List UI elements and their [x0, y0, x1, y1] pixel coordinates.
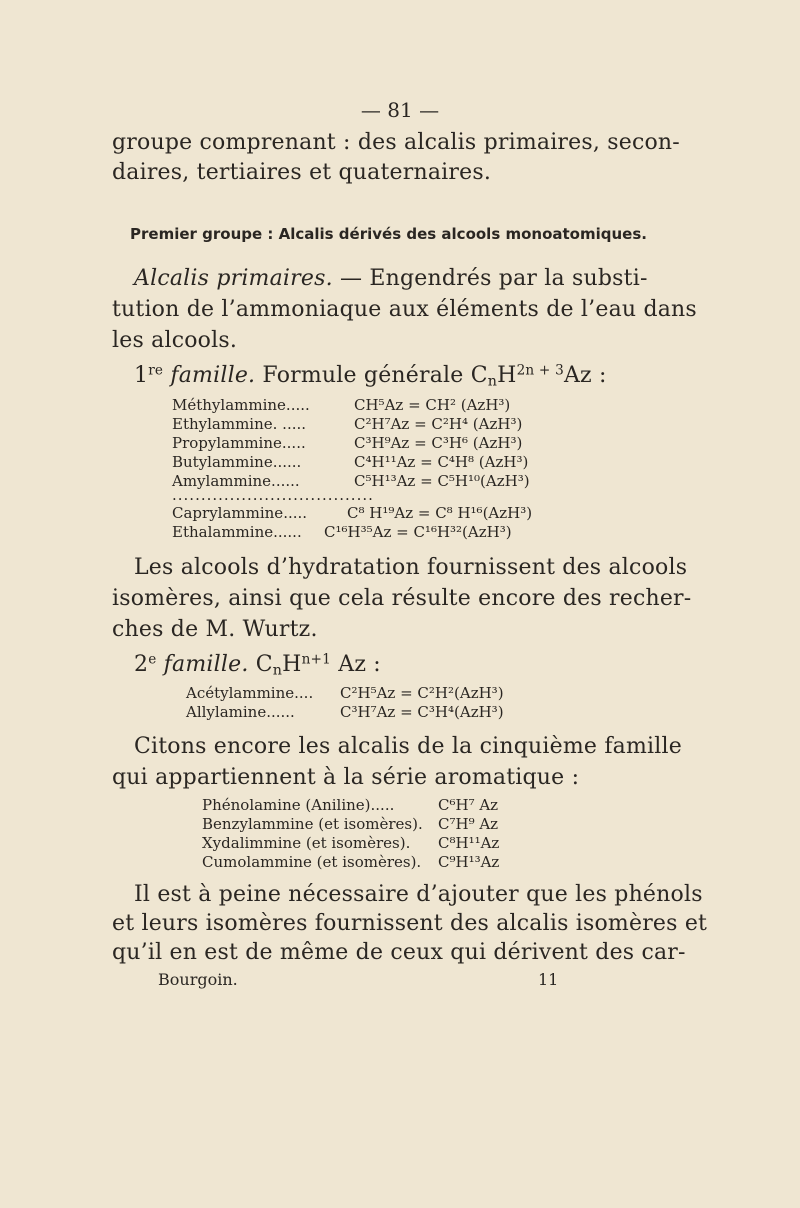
paragraph-3-line-2: qui appartiennent à la série aromatique : [112, 765, 580, 790]
intro-line-1: groupe comprenant : des alcalis primaires, secon- [112, 130, 680, 155]
table-row-name: Propylammine..... [172, 434, 306, 452]
table-row-formula: C³H⁷Az = C³H⁴(AzH³) [340, 703, 504, 721]
table-row-formula: CH⁵Az = CH² (AzH³) [354, 396, 511, 414]
table-row-formula: C⁸H¹¹Az [438, 834, 500, 852]
paragraph-3-line-1: Citons encore les alcalis de la cinquième famille [134, 734, 682, 759]
intro-line-2: daires, tertiaires et quaternaires. [112, 160, 492, 185]
alcalis-line-1 [134, 266, 648, 291]
table-row-name: Phénolamine (Aniline)..... [202, 796, 395, 814]
paragraph-4-line-1: Il est à peine nécessaire d’ajouter que les phénols [134, 882, 703, 907]
alcalis-title: Alcalis primaires. [134, 266, 333, 291]
table-row-name: Amylammine...... [172, 472, 300, 490]
famille-1-number-sup: re [148, 362, 164, 379]
table-row-name: Ethylammine. ..... [172, 415, 307, 433]
alcalis-line-2: tution de l’ammoniaque aux éléments de l’eau dans [112, 297, 697, 322]
table-row-formula: C²H⁵Az = C²H²(AzH³) [340, 684, 504, 702]
paragraph-4-line-2: et leurs isomères fournissent des alcalis isomères et [112, 911, 708, 936]
famille-1-table [172, 396, 572, 490]
famille-2-formula-sup: n+1 [301, 651, 332, 668]
famille-1-formula-sup: 2n + 3 [516, 362, 564, 379]
alcalis-line-3: les alcools. [112, 328, 238, 353]
page-number: — 81 — [360, 98, 440, 122]
signature-mark: Bourgoin. [158, 970, 238, 989]
famille-2-number: 2 [134, 652, 149, 677]
table-row-name: Cumolammine (et isomères). [202, 853, 422, 871]
table-row-name: Acétylammine.... [186, 684, 314, 702]
paragraph-4-line-3: qu’il en est de même de ceux qui dérivent des car- [112, 940, 686, 965]
famille-2-line [134, 652, 381, 677]
famille-1-formula-h: H [497, 363, 517, 388]
alcalis-line-1-rest: — Engendrés par la substi- [332, 266, 648, 291]
famille-1-number: 1 [134, 363, 149, 388]
table-row-name: Caprylammine..... [172, 504, 308, 522]
table-row-formula: C³H⁹Az = C³H⁶ (AzH³) [354, 434, 523, 452]
section-heading: Premier groupe : Alcalis dérivés des alcools monoatomiques. [130, 225, 647, 243]
table-row-formula: C⁹H¹³Az [438, 853, 500, 871]
table-row-formula: C¹⁶H³⁵Az = C¹⁶H³²(AzH³) [324, 523, 512, 541]
famille-1-table-end [172, 504, 572, 544]
table-row-name: Méthylammine..... [172, 396, 310, 414]
table-row-formula: C⁷H⁹ Az [438, 815, 499, 833]
famille-1-formula-end: Az : [563, 363, 607, 388]
table-row-name: Butylammine...... [172, 453, 302, 471]
paragraph-2-line-3: ches de M. Wurtz. [112, 617, 318, 642]
table-row-formula: C⁶H⁷ Az [438, 796, 499, 814]
table-row-name: Ethalammine...... [172, 523, 302, 541]
famille-2-label: famille. [163, 652, 249, 677]
famille-1-formula-text: Formule générale C [255, 363, 488, 388]
sheet-number: 11 [538, 970, 559, 989]
famille-2-formula-sub: n [272, 662, 283, 679]
famille-1-formula-sub: n [487, 373, 498, 390]
famille-1-label: famille. [170, 363, 256, 388]
famille-2-formula-c: C [248, 652, 273, 677]
paragraph-2-line-2: isomères, ainsi que cela résulte encore des recher- [112, 586, 692, 611]
table-row-name: Allylamine...... [186, 703, 295, 721]
table-row-name: Xydalimmine (et isomères). [202, 834, 411, 852]
famille-2-number-sup: e [148, 651, 157, 668]
famille-2-table [186, 684, 586, 724]
table-row-formula: C⁴H¹¹Az = C⁴H⁸ (AzH³) [354, 453, 529, 471]
famille-2-formula-end: Az : [338, 652, 381, 677]
table-row-formula: C⁸ H¹⁹Az = C⁸ H¹⁶(AzH³) [347, 504, 533, 522]
table-row-formula: C²H⁷Az = C²H⁴ (AzH³) [354, 415, 523, 433]
ellipsis-row: ................................... [172, 486, 374, 504]
famille-2-formula-h: H [282, 652, 302, 677]
paragraph-2-line-1: Les alcools d’hydratation fournissent des alcools [134, 555, 688, 580]
table-row-name: Benzylammine (et isomères). [202, 815, 423, 833]
table-row-formula: C⁵H¹³Az = C⁵H¹⁰(AzH³) [354, 472, 530, 490]
aromatic-table [202, 796, 602, 876]
famille-1-line [134, 363, 607, 388]
